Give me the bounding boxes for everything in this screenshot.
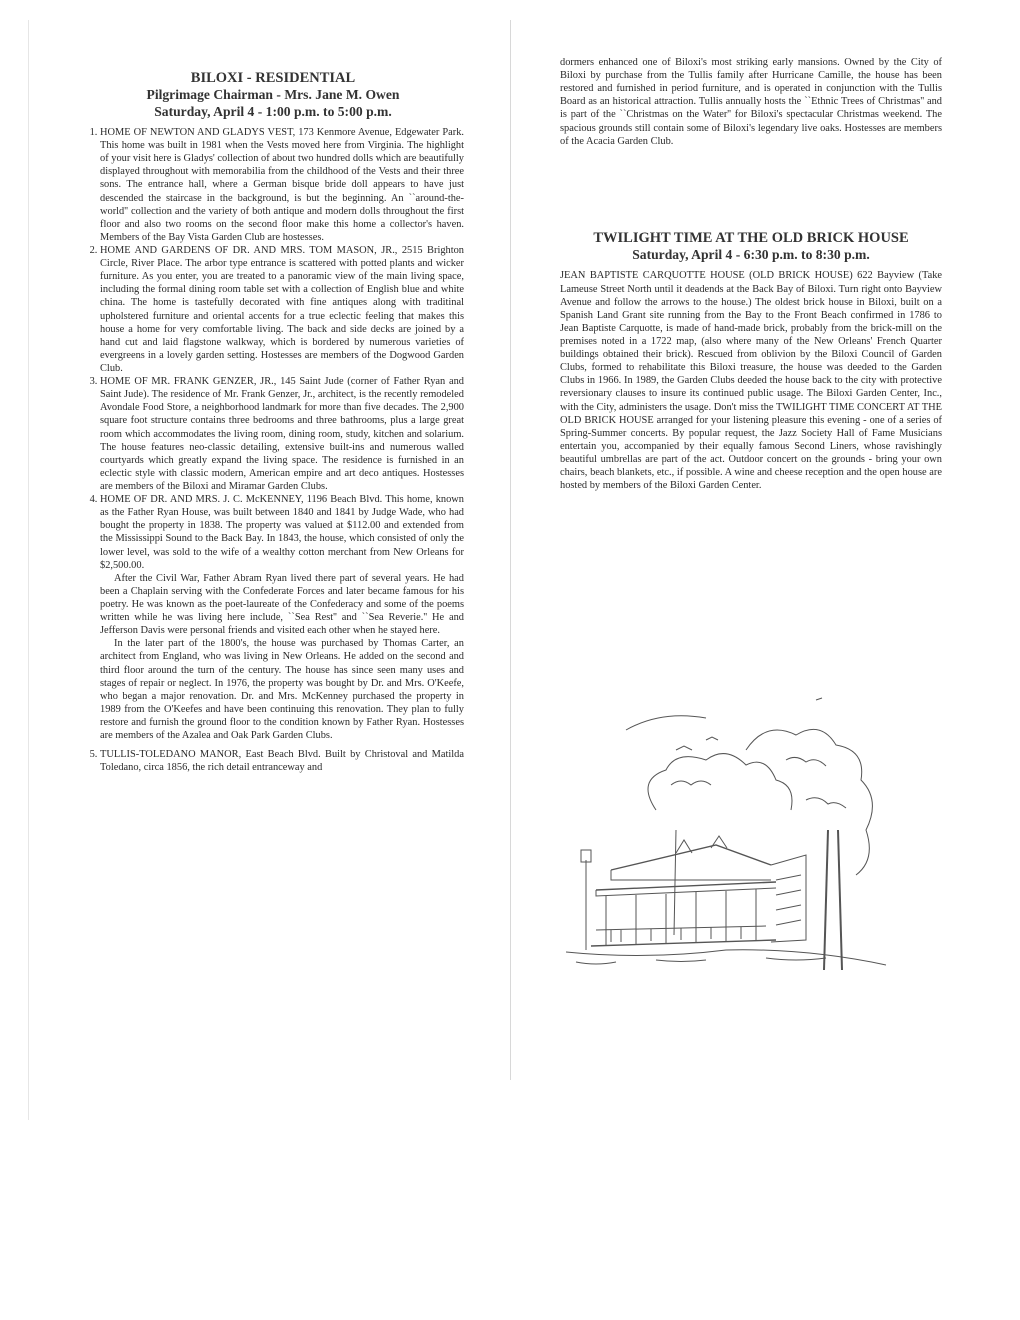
home-description: 1. HOME OF NEWTON AND GLADYS VEST, 173 Kenmore Avenue, Edgewater Park. This home was built in 1981 when the Vests moved here from Virginia. The highlight of your visit here is Gladys' collection of about two hundred dolls which are beautifully displayed throughout with memorabilia from the childhood of the Vests and their three sons. The entrance hall, where a German bisque bride doll appears to have just descended the staircase in the background, is but the beginning. An ``around-the-world'' collection and the variety of both antique and modern dolls throughout the first floor and also two rooms on the second floor make this home a collector's haven. Members of the Bay Vista Garden Club are hostesses. [100, 127, 464, 243]
old-brick-house-sketch-icon [566, 690, 896, 985]
twilight-description: JEAN BAPTISTE CARQUOTTE HOUSE (OLD BRICK HOUSE) 622 Bayview (Take Lameuse Street North until it deadends at the Back Bay of Biloxi. Turn right onto Bayview Avenue and follow the arrows to the house.) The oldest brick house in Biloxi, built on a Spanish Land Grant site running from the Bay to the Front Beach confirmed in 1786 to Jean Baptiste Carquotte, is made of hand-made brick, probably from the brick-mill on the premises noted in a 1722 map, (also where many of the New Orleans' French Quarter buildings obtained their brick). Rescued from oblivion by the Biloxi Council of Garden Clubs, formed to rehabilitate this Biloxi treasure, the house was deeded to the Garden Clubs in 1966. In 1989, the Garden Clubs deeded the house back to the city with protective reversionary clauses to insure its continued public usage. The Biloxi Garden Center, Inc., with the City, administers the usage. Don't miss the TWILIGHT TIME CONCERT AT THE OLD BRICK HOUSE arranged for your listening pleasure this evening - one of a series of Spring-Summer concerts. By popular request, the Jazz Society Hall of Fame Musicians entertain you, accompanied by their equally famous Second Liners, whose ravishingly beautiful umbrellas are part of the act. Outdoor concert on the grounds - bring your own chairs, beach blankets, etc., if possible. A wine and cheese reception and the open house are hosted by members of the Biloxi Garden Center. [560, 270, 942, 492]
home-item-mason [100, 244, 464, 375]
page-fold-line [510, 20, 511, 1080]
twilight-title: TWILIGHT TIME AT THE OLD BRICK HOUSE [593, 229, 909, 246]
home-description: 4. HOME OF DR. AND MRS. J. C. McKENNEY, 1196 Beach Blvd. This home, known as the Father Ryan House, was built between 1840 and 1841 by Judge Wade, who had bought the property in 1838. The property was valued at $112.00 and extended from the Mississippi Sound to the Back Bay. In 1843, the house, which consisted of only the lower level, was sold to the wife of a wealthy cotton merchant from New Orleans for $2,500.00. [100, 494, 464, 571]
pilgrimage-chairman: Pilgrimage Chairman - Mrs. Jane M. Owen [146, 87, 400, 103]
home-item-tullis-toledano [100, 748, 464, 774]
section-title: BILOXI - RESIDENTIAL [190, 70, 356, 86]
home-description: 3. HOME OF MR. FRANK GENZER, JR., 145 Saint Jude (corner of Father Ryan and Saint Jude). The residence of Mr. Frank Genzer, Jr., architect, is the recently remodeled Avondale Food Store, a neighborhood landmark for more than five decades. The 2,900 square foot structure contains three bedrooms and three bathrooms, plus a large great room which accommodates the living room, dining room, study, kitchen and solarium. The house features neo-classic detailing, extensive built-ins and numerous walled courtyards which greatly expand the living space. The residence is furnished in an eclectic style with classic modern, American empire and art deco antiques. Hostesses are members of the Biloxi and Miramar Garden Clubs. [100, 376, 464, 492]
continued-description: dormers enhanced one of Biloxi's most striking early mansions. Owned by the City of Biloxi by purchase from the Tullis family after Hurricane Camille, the house has been restored and furnished in period furniture, and is operated in conjunction with the Tullis Board as an historical attraction. Tullis annually hosts the ``Ethnic Trees of Christmas'' and is part of the ``Christmas on the Water'' for Biloxi's spectacular Christmas weekend. The spacious grounds still contain some of Biloxi's legendary live oaks. Hostesses are members of the Acacia Garden Club. [560, 57, 942, 147]
home-item-genzer [100, 375, 464, 493]
right-column [560, 56, 942, 492]
home-item-mckenney [100, 493, 464, 742]
twilight-section [560, 230, 942, 493]
left-column [82, 70, 464, 774]
home-list [82, 126, 464, 774]
home-description: 2. HOME AND GARDENS OF DR. AND MRS. TOM MASON, JR., 2515 Brighton Circle, River Place. The arbor type entrance is scattered with potted plants and wicker furniture. As you enter, you are treated to a panoramic view of the main living space, including the formal dining room table set with a collection of English blue and white china. The home is tastefully decorated with fine antiques along with traditinal upholstered furniture and oriental accents for a true eclectic feeling that makes this house a home for very comfortable living. The back and side decks are joined by a hand cut and laid flagstone walkway, which is bordered by numerous varieties of evergreens in a lovely garden setting. Hostesses are members of the Dogwood Garden Club. [100, 245, 464, 374]
home-description: 5. TULLIS-TOLEDANO MANOR, East Beach Blvd. Built by Christoval and Matilda Toledano, circa 1856, the rich detail entranceway and [100, 749, 464, 774]
home-item-vest [100, 126, 464, 244]
home-history-paragraph: In the later part of the 1800's, the house was purchased by Thomas Carter, an architect from England, who was living in New Orleans. He added on the second and third floor around the turn of the century. The house has since seen many uses and stages of repair or neglect. In 1976, the property was bought by Dr. and Mrs. O'Keefe, who began a major renovation. Dr. and Mrs. McKenney purchased the property in 1989 from the O'Keefes and have been continuing this renovation. They plan to fully restore and furnish the ground floor to the condition known by Father Ryan. Hostesses are members of the Azalea and Oak Park Garden Clubs. [100, 638, 464, 742]
twilight-date: Saturday, April 4 - 6:30 p.m. to 8:30 p.m. [632, 247, 870, 263]
home-history-paragraph: After the Civil War, Father Abram Ryan lived there part of several years. He had been a Chaplain serving with the Confederate Forces and later became famous for his poetry. He was known as the poet-laureate of the Confederacy and some of the poems written while he was living here include, ``Sea Rest'' and ``Sea Reverie.'' He and Jefferson Davis were personal friends and visited each other when he stayed here. [100, 572, 464, 637]
page-edge-line [28, 20, 29, 1120]
tour-date: Saturday, April 4 - 1:00 p.m. to 5:00 p.m. [154, 103, 392, 119]
